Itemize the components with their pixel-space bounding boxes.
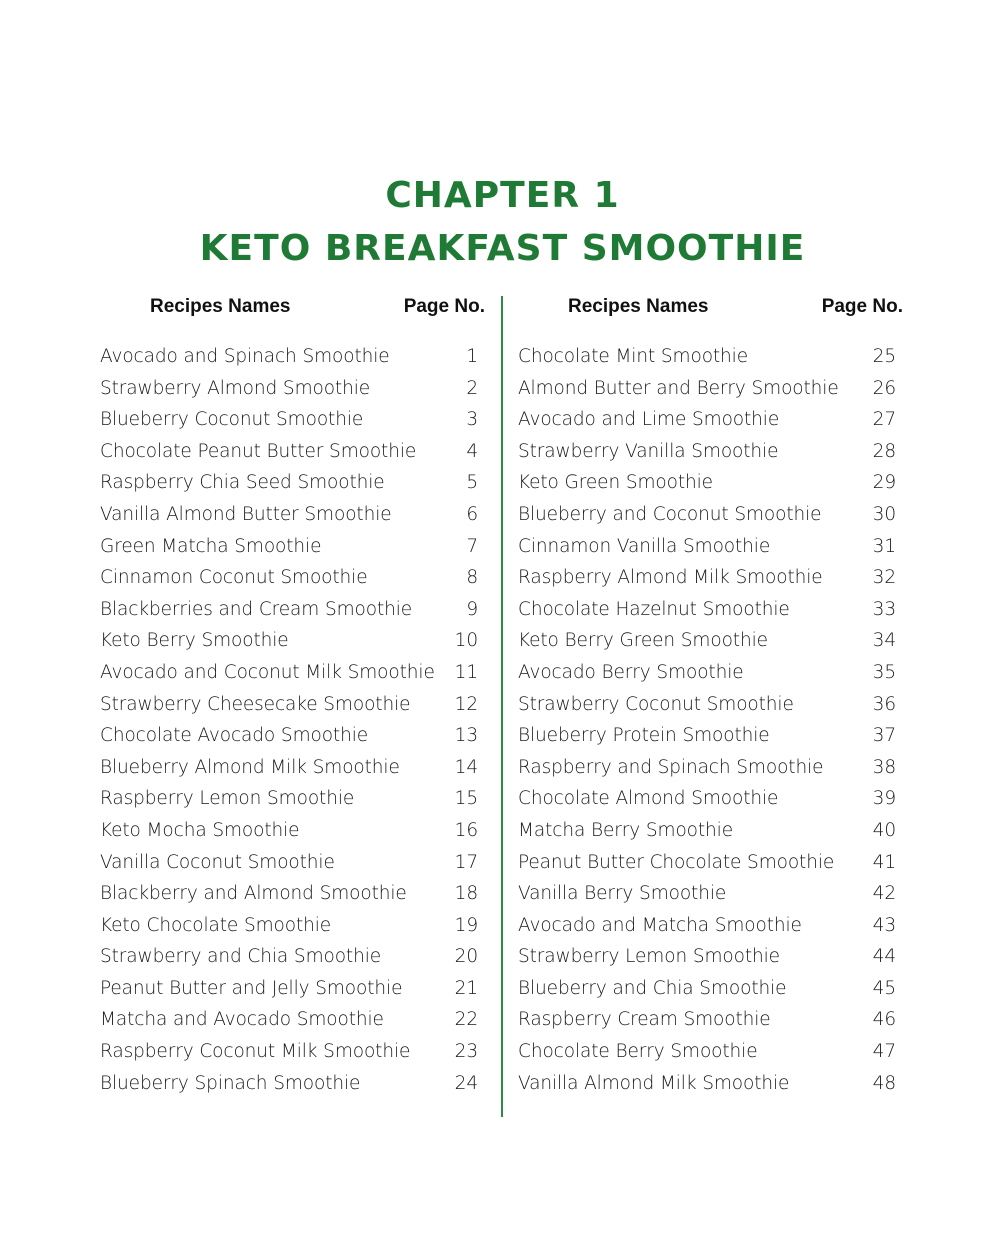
toc-row xyxy=(518,852,903,884)
recipe-name: Keto Berry Smoothie xyxy=(100,630,289,652)
recipe-name: Blackberry and Almond Smoothie xyxy=(100,883,407,905)
recipe-name: Strawberry and Chia Smoothie xyxy=(100,946,382,968)
toc-row xyxy=(518,662,903,694)
recipe-name: Raspberry Cream Smoothie xyxy=(518,1009,771,1031)
page-number: 42 xyxy=(872,883,896,905)
page-number: 17 xyxy=(454,851,478,873)
toc-row xyxy=(100,378,485,410)
page-number: 2 xyxy=(466,377,478,399)
recipes-names-header: Recipes Names xyxy=(568,296,709,317)
toc-row xyxy=(100,725,485,757)
toc-row xyxy=(100,915,485,947)
page-number: 44 xyxy=(872,946,896,968)
toc-row xyxy=(100,788,485,820)
toc-row xyxy=(518,378,903,410)
recipe-name: Cinnamon Coconut Smoothie xyxy=(100,567,368,589)
page-number: 11 xyxy=(454,661,478,683)
page-number: 7 xyxy=(466,535,478,557)
page-number: 46 xyxy=(872,1009,896,1031)
recipe-name: Chocolate Almond Smoothie xyxy=(518,788,779,810)
toc-row xyxy=(518,567,903,599)
toc-row xyxy=(518,820,903,852)
toc-row xyxy=(100,504,485,536)
page-number: 48 xyxy=(872,1072,896,1094)
page-number: 21 xyxy=(454,977,478,999)
toc-row xyxy=(518,346,903,378)
toc-row xyxy=(100,694,485,726)
page-number: 10 xyxy=(454,630,478,652)
page-number: 6 xyxy=(466,503,478,525)
recipe-name: Blueberry Coconut Smoothie xyxy=(100,409,364,431)
page-number: 28 xyxy=(872,440,896,462)
page-number: 27 xyxy=(872,409,896,431)
toc-row xyxy=(518,978,903,1010)
page-number: 1 xyxy=(466,346,478,367)
recipe-name: Avocado Berry Smoothie xyxy=(518,661,744,683)
recipe-name: Avocado and Spinach Smoothie xyxy=(100,346,390,367)
page-number: 34 xyxy=(872,630,896,652)
recipe-name: Blackberries and Cream Smoothie xyxy=(100,598,413,620)
toc-list xyxy=(100,346,485,1104)
page-number: 25 xyxy=(872,346,896,367)
page-no-header: Page No. xyxy=(403,296,485,317)
toc-row xyxy=(518,599,903,631)
recipe-name: Green Matcha Smoothie xyxy=(100,535,322,557)
recipe-name: Strawberry Vanilla Smoothie xyxy=(518,440,779,462)
toc-row xyxy=(100,536,485,568)
page-number: 33 xyxy=(872,598,896,620)
page-number: 26 xyxy=(872,377,896,399)
toc-row xyxy=(100,441,485,473)
toc-column-left xyxy=(100,294,485,1094)
recipe-name: Blueberry and Chia Smoothie xyxy=(518,977,787,999)
recipe-name: Blueberry Spinach Smoothie xyxy=(100,1072,361,1094)
page-number: 18 xyxy=(454,883,478,905)
recipe-name: Chocolate Mint Smoothie xyxy=(518,346,749,367)
page-number: 31 xyxy=(872,535,896,557)
recipe-name: Chocolate Peanut Butter Smoothie xyxy=(100,440,417,462)
toc-row xyxy=(100,820,485,852)
recipe-name: Strawberry Almond Smoothie xyxy=(100,377,371,399)
recipe-name: Blueberry and Coconut Smoothie xyxy=(518,503,822,525)
toc-row xyxy=(518,536,903,568)
chapter-number-heading: CHAPTER 1 xyxy=(385,175,620,216)
page-no-header: Page No. xyxy=(821,296,903,317)
page-number: 43 xyxy=(872,914,896,936)
recipe-name: Almond Butter and Berry Smoothie xyxy=(518,377,839,399)
recipe-name: Raspberry Almond Milk Smoothie xyxy=(518,567,823,589)
toc-row xyxy=(100,1073,485,1105)
toc-row xyxy=(100,883,485,915)
page-number: 38 xyxy=(872,756,896,778)
column-divider xyxy=(501,296,503,1117)
recipe-name: Keto Mocha Smoothie xyxy=(100,819,300,841)
page-number: 30 xyxy=(872,503,896,525)
page-number: 29 xyxy=(872,472,896,494)
toc-row xyxy=(100,662,485,694)
recipe-name: Keto Berry Green Smoothie xyxy=(518,630,768,652)
page-number: 19 xyxy=(454,914,478,936)
page-number: 40 xyxy=(872,819,896,841)
toc-row xyxy=(100,946,485,978)
page-number: 13 xyxy=(454,725,478,747)
recipe-name: Keto Green Smoothie xyxy=(518,472,713,494)
recipe-name: Vanilla Coconut Smoothie xyxy=(100,851,335,873)
toc-column-header xyxy=(518,294,903,322)
toc-row xyxy=(518,472,903,504)
recipe-name: Vanilla Almond Milk Smoothie xyxy=(518,1072,790,1094)
recipe-name: Strawberry Coconut Smoothie xyxy=(518,693,794,715)
page-number: 12 xyxy=(454,693,478,715)
toc-row xyxy=(518,441,903,473)
recipe-name: Strawberry Lemon Smoothie xyxy=(518,946,780,968)
recipe-name: Matcha and Avocado Smoothie xyxy=(100,1009,384,1031)
toc-row xyxy=(518,946,903,978)
toc-row xyxy=(100,409,485,441)
page-number: 4 xyxy=(466,440,478,462)
recipe-name: Keto Chocolate Smoothie xyxy=(100,914,332,936)
page-number: 35 xyxy=(872,661,896,683)
toc-row xyxy=(518,757,903,789)
page-number: 39 xyxy=(872,788,896,810)
toc-row xyxy=(518,694,903,726)
recipe-name: Raspberry Coconut Milk Smoothie xyxy=(100,1041,411,1063)
page-number: 36 xyxy=(872,693,896,715)
page-number: 14 xyxy=(454,756,478,778)
recipe-name: Raspberry Chia Seed Smoothie xyxy=(100,472,385,494)
recipe-name: Strawberry Cheesecake Smoothie xyxy=(100,693,411,715)
page-number: 16 xyxy=(454,819,478,841)
toc-row xyxy=(518,788,903,820)
recipe-name: Matcha Berry Smoothie xyxy=(518,819,734,841)
page-number: 41 xyxy=(872,851,896,873)
page-number: 22 xyxy=(454,1009,478,1031)
toc-row xyxy=(518,883,903,915)
toc-column-right xyxy=(518,294,903,1094)
recipe-name: Chocolate Hazelnut Smoothie xyxy=(518,598,790,620)
recipe-name: Chocolate Avocado Smoothie xyxy=(100,725,369,747)
toc-row xyxy=(100,567,485,599)
toc-row xyxy=(100,1041,485,1073)
page-number: 20 xyxy=(454,946,478,968)
toc-row xyxy=(100,1009,485,1041)
recipe-name: Vanilla Almond Butter Smoothie xyxy=(100,503,392,525)
toc-row xyxy=(100,852,485,884)
toc-row xyxy=(518,409,903,441)
page-number: 45 xyxy=(872,977,896,999)
recipe-name: Avocado and Coconut Milk Smoothie xyxy=(100,661,435,683)
toc-row xyxy=(100,346,485,378)
recipe-name: Blueberry Protein Smoothie xyxy=(518,725,770,747)
toc-row xyxy=(518,1009,903,1041)
page-number: 15 xyxy=(454,788,478,810)
page-number: 23 xyxy=(454,1041,478,1063)
recipe-name: Raspberry Lemon Smoothie xyxy=(100,788,355,810)
toc-row xyxy=(100,472,485,504)
toc-column-header xyxy=(100,294,485,322)
recipe-name: Avocado and Matcha Smoothie xyxy=(518,914,802,936)
chapter-title-heading: KETO BREAKFAST SMOOTHIE xyxy=(199,228,806,269)
toc-list xyxy=(518,346,903,1104)
page-number: 8 xyxy=(466,567,478,589)
page-number: 47 xyxy=(872,1041,896,1063)
recipe-name: Raspberry and Spinach Smoothie xyxy=(518,756,824,778)
toc-row xyxy=(100,757,485,789)
recipe-name: Peanut Butter Chocolate Smoothie xyxy=(518,851,835,873)
recipe-name: Chocolate Berry Smoothie xyxy=(518,1041,758,1063)
toc-row xyxy=(518,725,903,757)
page-number: 37 xyxy=(872,725,896,747)
toc-row xyxy=(100,978,485,1010)
toc-row xyxy=(518,915,903,947)
recipe-name: Blueberry Almond Milk Smoothie xyxy=(100,756,400,778)
recipe-name: Vanilla Berry Smoothie xyxy=(518,883,727,905)
toc-row xyxy=(100,630,485,662)
recipe-name: Cinnamon Vanilla Smoothie xyxy=(518,535,771,557)
toc-row xyxy=(518,1073,903,1105)
toc-row xyxy=(100,599,485,631)
page-number: 9 xyxy=(466,598,478,620)
recipe-name: Peanut Butter and Jelly Smoothie xyxy=(100,977,403,999)
toc-row xyxy=(518,504,903,536)
toc-row xyxy=(518,1041,903,1073)
recipes-names-header: Recipes Names xyxy=(150,296,291,317)
page-number: 5 xyxy=(466,472,478,494)
page-number: 32 xyxy=(872,567,896,589)
page-number: 24 xyxy=(454,1072,478,1094)
recipe-name: Avocado and Lime Smoothie xyxy=(518,409,780,431)
page-number: 3 xyxy=(466,409,478,431)
toc-row xyxy=(518,630,903,662)
